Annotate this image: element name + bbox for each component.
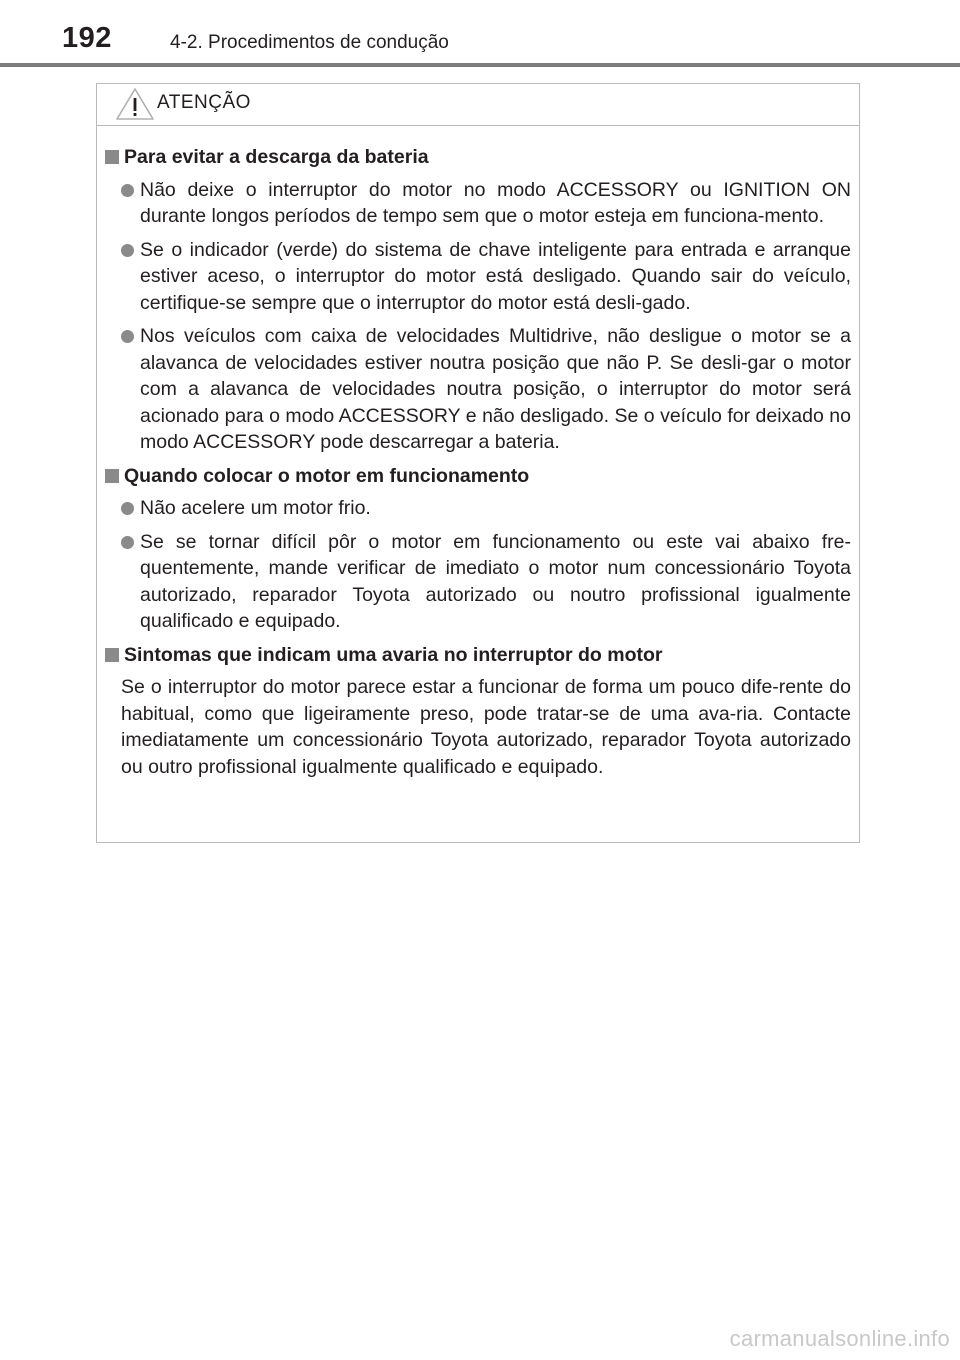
section-heading-text: Quando colocar o motor em funcionamento — [124, 464, 530, 487]
section-heading — [105, 463, 851, 490]
section-heading — [105, 144, 851, 171]
page-header — [0, 0, 960, 70]
paragraph: Se o interruptor do motor parece estar a funcionar de forma um pouco dife-rente do habitual, como que ligeiramente preso, pode tratar-se de uma ava-ria. Contacte imediatamente um concessionário Toyota autorizado, reparador Toyota autorizado ou outro profissional igualmente qualificado e equipado. — [121, 676, 851, 778]
round-bullet-icon — [121, 502, 134, 515]
caution-box — [96, 83, 860, 843]
list-item — [105, 323, 851, 456]
watermark: carmanualsonline.info — [729, 1326, 950, 1351]
list-item-text: Se o indicador (verde) do sistema de chave inteligente para entrada e arranque estiver aceso, o interruptor do motor está desligado. Quando sair do veículo, certifique-se sempre que o interruptor do motor está desli-gado. — [140, 238, 851, 314]
caution-header — [97, 84, 859, 126]
section-heading-text: Sintomas que indicam uma avaria no interruptor do motor — [124, 643, 663, 666]
round-bullet-icon — [121, 330, 134, 343]
header-rule — [0, 63, 960, 67]
section-heading-text: Para evitar a descarga da bateria — [124, 146, 429, 168]
square-bullet-icon — [105, 648, 119, 662]
round-bullet-icon — [121, 184, 134, 197]
section-title: 4-2. Procedimentos de condução — [170, 32, 449, 53]
list-item — [105, 237, 851, 317]
list-item-text: Se se tornar difícil pôr o motor em funcionamento ou este vai abaixo fre-quentemente, mande verificar de imediato o motor num concessionário Toyota autorizado, reparador Toyota autorizado ou noutro profissional igualmente qualificado e equipado. — [140, 530, 851, 632]
list-item — [105, 529, 851, 635]
round-bullet-icon — [121, 244, 134, 257]
section-heading — [105, 642, 851, 669]
list-item-text: Nos veículos com caixa de velocidades Multidrive, não desligue o motor se a alavanca de velocidades estiver noutra posição que não P. Se desli-gar o motor com a alavanca de velocidades noutra posição, o interruptor do motor será acionado para o modo ACCESSORY e não desligado. Se o veículo for deixado no modo ACCESSORY pode descarregar a bateria. — [140, 325, 851, 453]
list-item — [105, 495, 851, 522]
caution-body — [97, 126, 859, 780]
round-bullet-icon — [121, 536, 134, 549]
list-item — [105, 177, 851, 230]
warning-triangle-icon — [115, 87, 155, 121]
page-number: 192 — [62, 22, 112, 54]
square-bullet-icon — [105, 150, 119, 164]
list-item-text: Não acelere um motor frio. — [140, 497, 371, 519]
square-bullet-icon — [105, 469, 119, 483]
caution-title: ATENÇÃO — [157, 92, 251, 113]
list-item-text: Não deixe o interruptor do motor no modo ACCESSORY ou IGNITION ON durante longos períodos de tempo sem que o motor esteja em funciona-mento. — [140, 178, 851, 227]
